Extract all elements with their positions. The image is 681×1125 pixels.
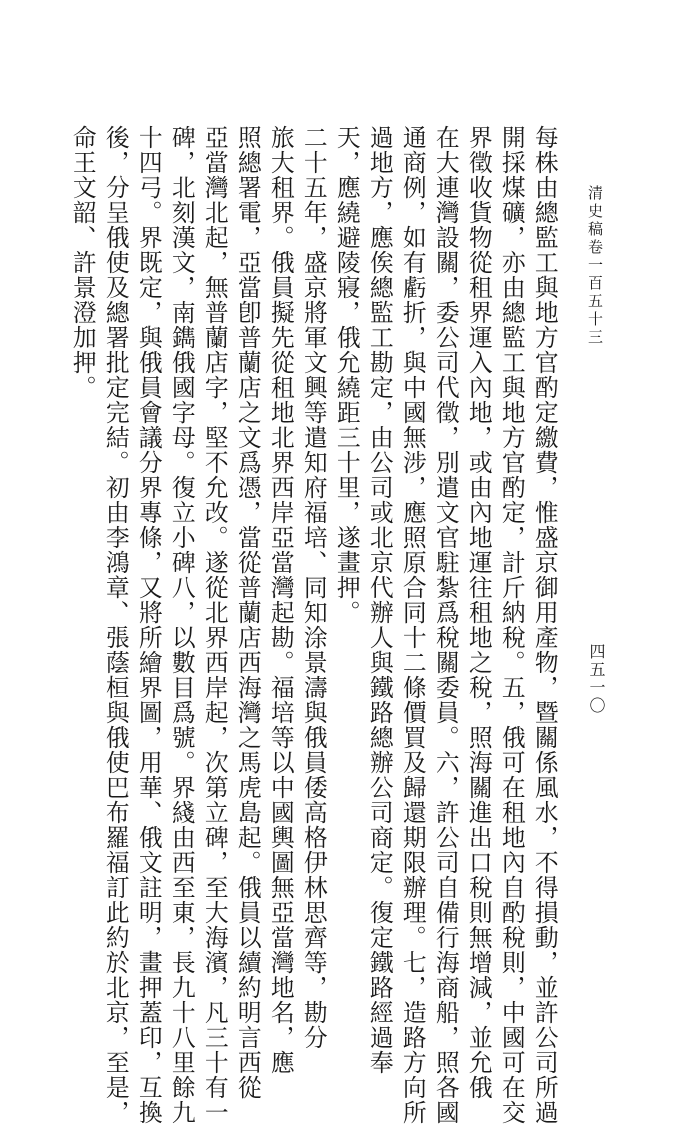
text-column: 過地方，應俟總監工勘定，由公司或北京代辦人與鐵路總辦公司商定。復定鐵路經過奉 xyxy=(365,125,394,1075)
text-column: 通商例，如有虧折，與中國無涉，應照原合同十二條價買及歸還期限辦理。七，造路方向所 xyxy=(398,125,427,1125)
page-number: 四五一〇 xyxy=(587,643,606,715)
text-column: 二十五年，盛京將軍文興等遣知府福培、同知涂景濤與俄員倭高格伊林思齊等，勘分 xyxy=(299,125,328,1050)
text-column: 命王文韶、許景澄加押。 xyxy=(68,125,97,400)
text-column: 每株由總監工與地方官酌定繳費，惟盛京御用產物，暨關係風水，不得損動，並許公司所過 xyxy=(530,125,559,1125)
text-column: 十四弓。界既定，與俄員會議分界專條，又將所繪界圖，用華、俄文註明，畫押蓋印，互換 xyxy=(134,125,163,1125)
text-column: 天，應繞避陵寢，俄允繞距三十里，遂畫押。 xyxy=(332,125,361,625)
text-column: 在大連灣設關，委公司代徵，別遣文官駐紮爲稅關委員。六，許公司自備行海商船，照各國 xyxy=(431,125,460,1125)
text-column: 照總署電，亞當卽普蘭店之文爲憑，當從普蘭店西海灣之馬虎島起。俄員以續約明言西從 xyxy=(233,125,262,1100)
text-column: 開採煤礦，亦由總監工與地方官酌定，計斤納稅。五，俄可在租地內自酌稅則，中國可在交 xyxy=(497,125,526,1125)
text-column: 碑，北刻漢文，南鐫俄國字母。復立小碑八，以數目爲號。界綫由西至東，長九十八里餘九 xyxy=(167,125,196,1125)
text-column: 界徵收貨物從租界運入內地，或由內地運往租地之稅，照海關進出口稅則無增減，並允俄 xyxy=(464,125,493,1100)
text-column: 旅大租界。俄員擬先從租地北界西岸亞當灣起勘。福培等以中國輿圖無亞當灣地名，應 xyxy=(266,125,295,1075)
text-column: 亞當灣北起，無普蘭店字，堅不允改。遂從北界西岸起，次第立碑，至大海濱，凡三十有一 xyxy=(200,125,229,1125)
running-title: 清史稿卷一百五十三 xyxy=(586,185,604,347)
text-column: 後，分呈俄使及總署批定完結。初由李鴻章、張蔭桓與俄使巴布羅福訂此約於北京，至是， xyxy=(101,125,130,1125)
